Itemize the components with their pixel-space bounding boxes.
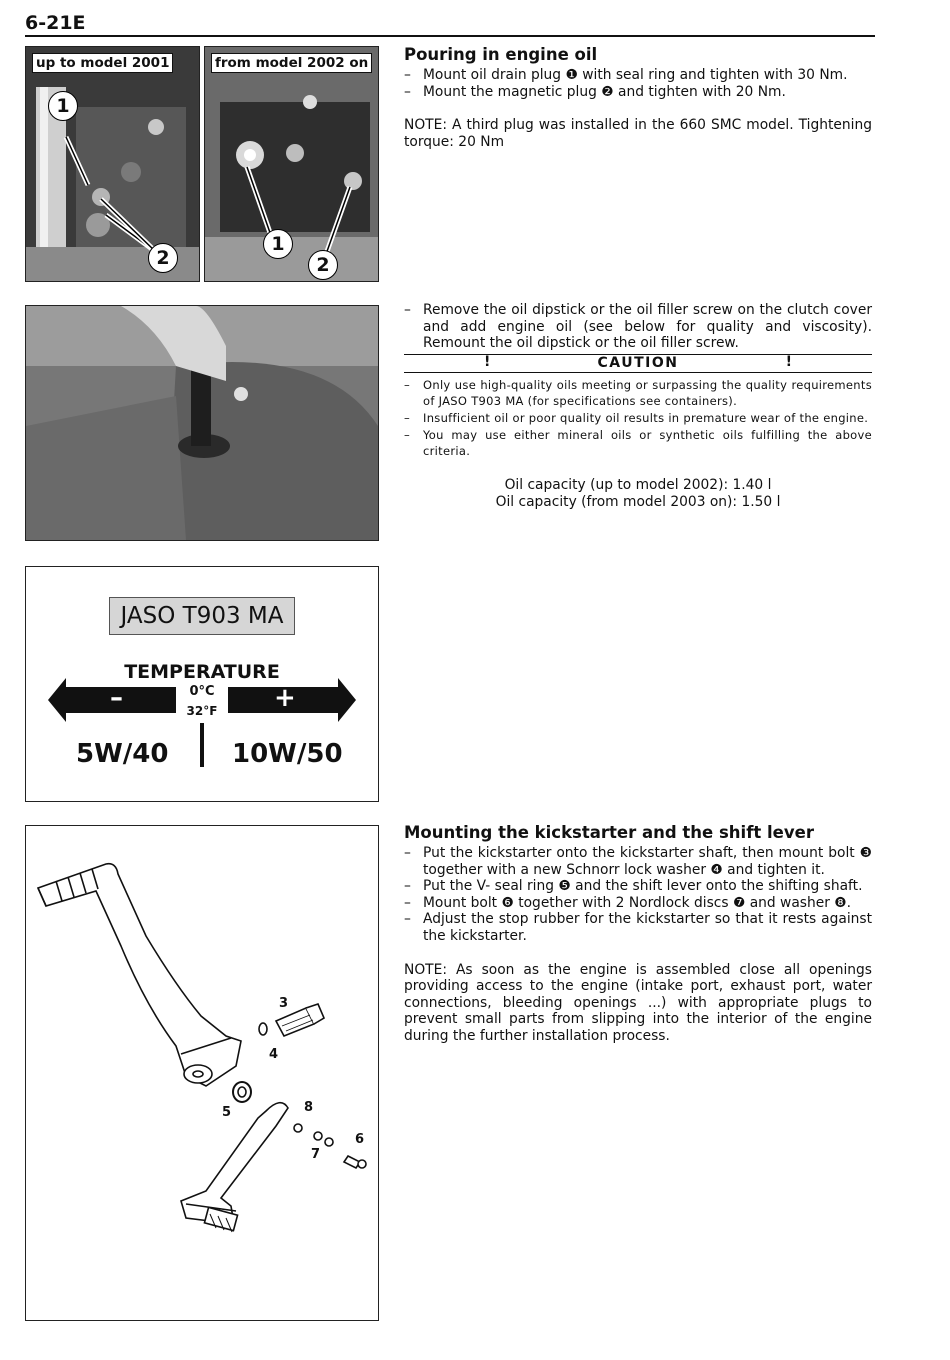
- part-label-5: 5: [222, 1105, 232, 1120]
- oil-capacity-2003: Oil capacity (from model 2003 on): 1.50 l: [495, 493, 781, 510]
- photo-tag-2001: up to model 2001: [32, 53, 173, 73]
- engine-photo-2002: [204, 46, 379, 282]
- grade-low: 5W/40: [76, 739, 169, 769]
- page-number: 6-21E: [25, 12, 86, 34]
- caution-list: [404, 377, 872, 460]
- engine-photo-2001: [25, 46, 200, 282]
- list-item: – Adjust the stop rubber for the kickstarter so that it rests against the kickstarter.: [404, 911, 872, 944]
- section-kickstarter: [404, 823, 872, 1045]
- section-title-pouring-oil: Pouring in engine oil: [404, 45, 598, 64]
- caution-mark-right: !: [785, 353, 792, 370]
- kickstarter-diagram: [25, 825, 379, 1321]
- list-item: – Put the kickstarter onto the kickstarter shaft, then mount bolt ❸ together with a new Schnorr lock washer ❹ and tighten it.: [404, 845, 872, 878]
- callout-2-left: 2: [148, 243, 178, 273]
- note-third-plug: NOTE: A third plug was installed in the 660 SMC model. Tightening torque: 20 Nm: [404, 117, 872, 150]
- fahrenheit-label: 32°F: [186, 704, 218, 718]
- part-label-8: 8: [304, 1100, 314, 1115]
- kickstarter-steps: [404, 845, 872, 945]
- dipstick-photo-image: [26, 306, 378, 540]
- list-item: – Only use high-quality oils meeting or surpassing the quality requirements of JASO T903 MA (for specifications see containers).: [404, 377, 872, 410]
- list-item: – Put the V- seal ring ❺ and the shift lever onto the shifting shaft.: [404, 878, 872, 895]
- add-oil-steps: [404, 302, 872, 352]
- caution-label: CAUTION: [597, 354, 679, 371]
- part-label-7: 7: [311, 1147, 321, 1162]
- list-item: – Mount bolt ❻ together with 2 Nordlock discs ❼ and washer ❽.: [404, 895, 872, 912]
- dipstick-photo: [25, 305, 379, 541]
- kickstarter-drawing: [26, 826, 378, 1320]
- celsius-label: 0°C: [189, 684, 215, 699]
- part-label-4: 4: [269, 1047, 279, 1062]
- part-label-6: 6: [355, 1132, 365, 1147]
- list-item: – Remove the oil dipstick or the oil filler screw on the clutch cover and add engine oil (see below for quality and viscosity). Remount the oil dipstick or the oil filler screw.: [404, 302, 872, 352]
- temperature-label: TEMPERATURE: [124, 661, 280, 683]
- oil-capacity-2002: Oil capacity (up to model 2002): 1.40 l: [504, 476, 772, 493]
- header-rule: [25, 35, 875, 37]
- jaso-viscosity-chart: [25, 566, 379, 802]
- plus-sign: +: [274, 683, 296, 713]
- zero-divider: [200, 723, 204, 767]
- caution-mark-left: !: [484, 353, 491, 370]
- callout-1-left: 1: [48, 91, 78, 121]
- callout-1-right: 1: [263, 229, 293, 259]
- list-item: – Mount oil drain plug ❶ with seal ring and tighten with 30 Nm.: [404, 67, 872, 84]
- list-item: – You may use either mineral oils or synthetic oils fulfilling the above criteria.: [404, 427, 872, 460]
- minus-sign: –: [110, 683, 123, 713]
- oil-capacity: [404, 477, 872, 511]
- photo-tag-2002: from model 2002 on: [211, 53, 372, 73]
- caution-bar: [404, 354, 872, 373]
- jaso-standard-label: JASO T903 MA: [109, 597, 295, 635]
- section-pouring-oil: [404, 45, 872, 150]
- section-title-kickstarter: Mounting the kickstarter and the shift lever: [404, 823, 814, 842]
- callout-2-right: 2: [308, 250, 338, 280]
- part-label-3: 3: [279, 996, 289, 1011]
- grade-high: 10W/50: [232, 739, 343, 769]
- pouring-oil-steps: [404, 67, 872, 100]
- section-add-oil: [404, 302, 872, 510]
- note-close-openings: NOTE: As soon as the engine is assembled close all openings providing access to the engine (intake port, exhaust port, water connections, bleeding openings ...) with appropriate plugs to prevent small parts from slipping into the interior of the engine during the further installation process.: [404, 961, 872, 1044]
- list-item: – Insufficient oil or poor quality oil results in premature wear of the engine.: [404, 410, 872, 427]
- list-item: – Mount the magnetic plug ❷ and tighten with 20 Nm.: [404, 84, 872, 101]
